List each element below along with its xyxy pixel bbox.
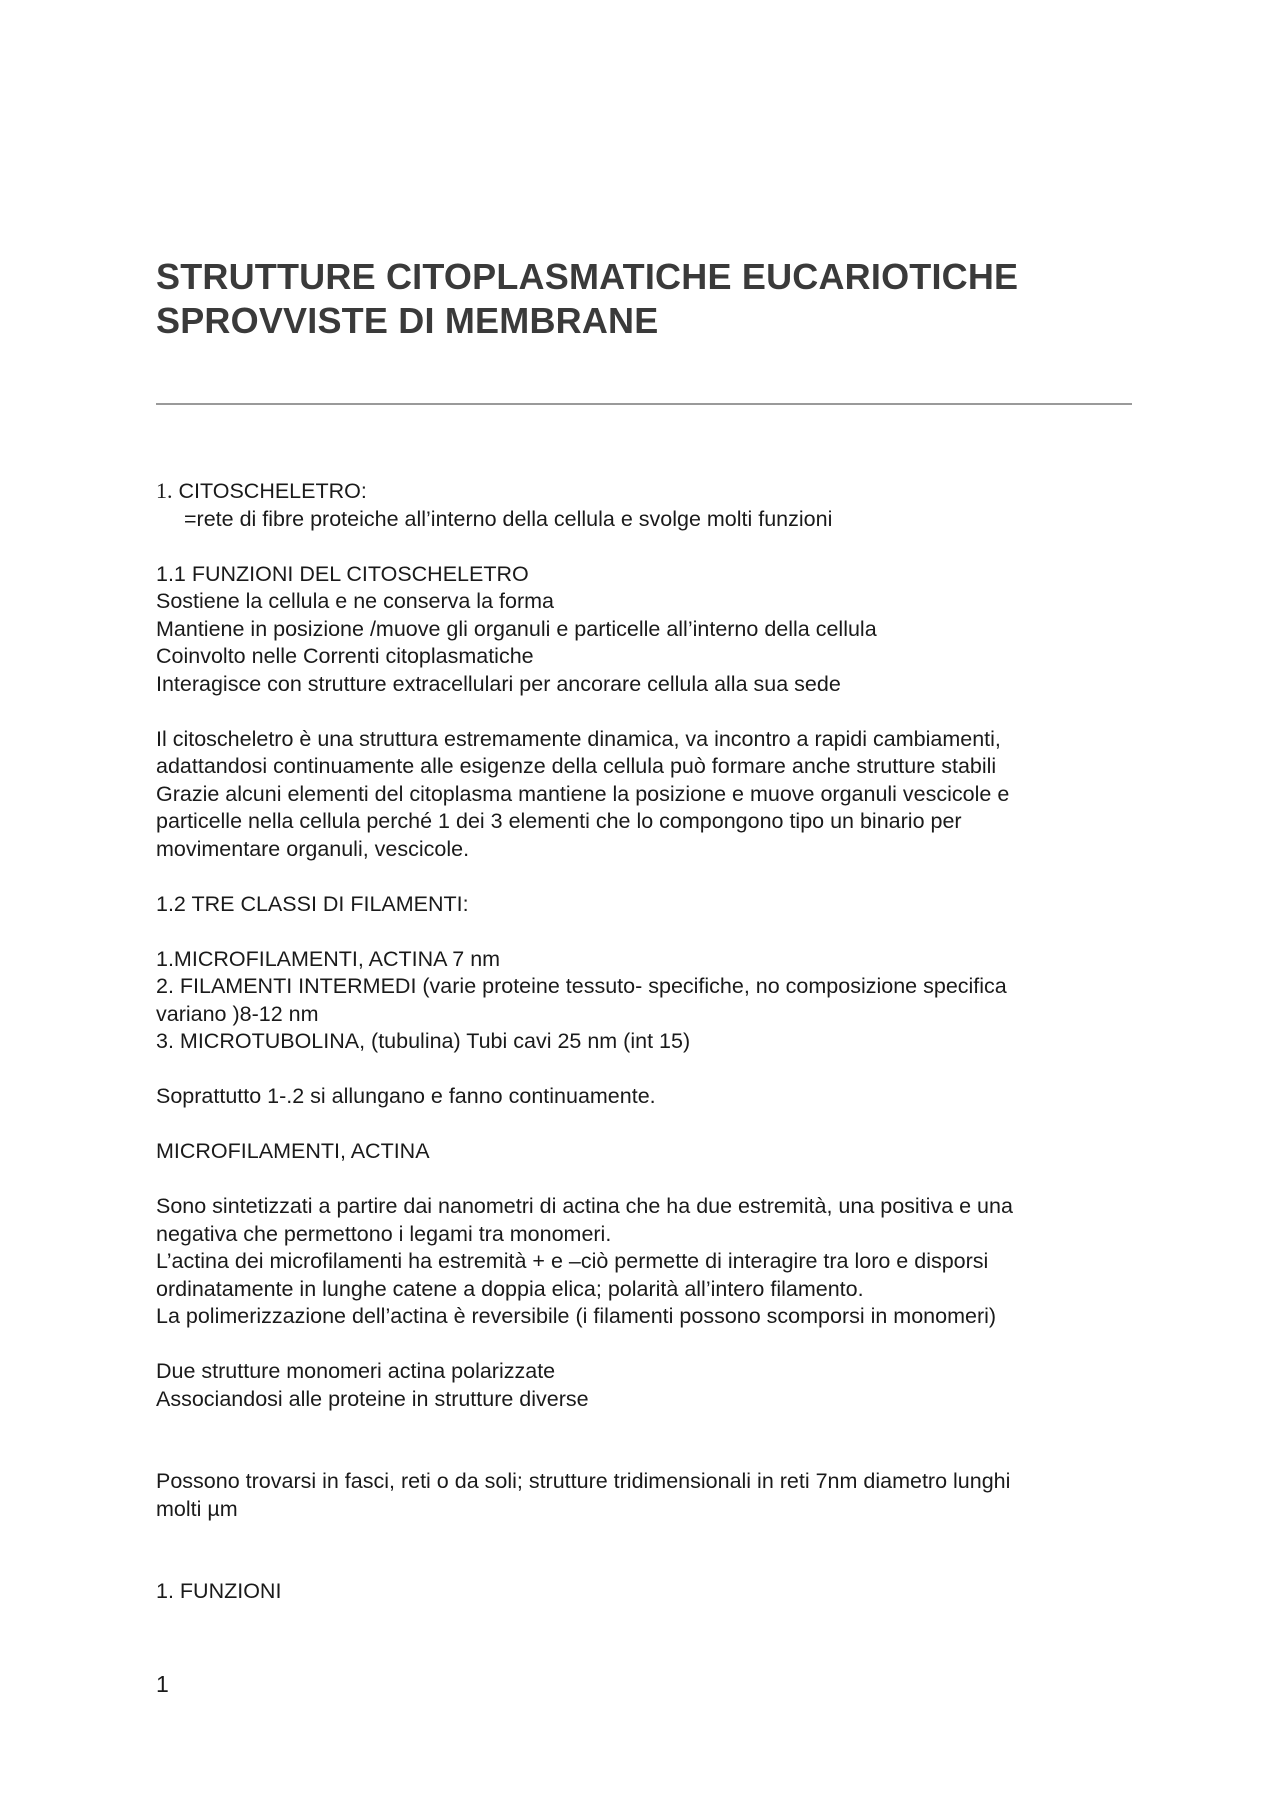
- filament-class-item: 2. FILAMENTI INTERMEDI (varie proteine tessuto- specifiche, no composizione specifica: [156, 974, 1007, 998]
- classes-note: Soprattutto 1-.2 si allungano e fanno continuamente.: [156, 1084, 656, 1108]
- actina-paragraph-line: La polimerizzazione dell’actina è reversibile (i filamenti possono scomporsi in monomeri): [156, 1304, 997, 1328]
- functions-subheading: 1. FUNZIONI: [156, 1579, 282, 1603]
- filament-class-item: 1.MICROFILAMENTI, ACTINA 7 nm: [156, 946, 501, 971]
- title-divider: [156, 403, 1132, 405]
- functions-heading: 1.1 FUNZIONI DEL CITOSCHELETRO: [156, 561, 529, 586]
- actina-arrangement-line: molti µm: [156, 1496, 238, 1521]
- actina-heading: MICROFILAMENTI, ACTINA: [156, 1139, 430, 1163]
- function-item: Sostiene la cellula e ne conserva la forma: [156, 589, 554, 613]
- actina-paragraph-line: L’actina dei microfilamenti ha estremità + e –ciò permette di interagire tra loro e disporsi: [156, 1249, 989, 1273]
- dynamics-paragraph-line: Il citoscheletro è una struttura estremamente dinamica, va incontro a rapidi cambiamenti,: [156, 726, 1001, 751]
- function-item: Mantiene in posizione /muove gli organuli e particelle all’interno della cellula: [156, 616, 877, 641]
- dynamics-paragraph-line: Grazie alcuni elementi del citoplasma mantiene la posizione e muove organuli vescicole e: [156, 781, 1010, 806]
- section-heading-citoscheletro: 1. CITOSCHELETRO:: [156, 478, 367, 503]
- document-body: [156, 477, 1136, 1606]
- actina-arrangement-line: Possono trovarsi in fasci, reti o da soli; strutture tridimensionali in reti 7nm diametro lunghi: [156, 1469, 1011, 1493]
- dynamics-paragraph-line: particelle nella cellula perché 1 dei 3 elementi che lo compongono tipo un binario per: [156, 809, 962, 833]
- title-line-2: SPROVVISTE DI MEMBRANE: [156, 300, 659, 341]
- actina-paragraph-line: Sono sintetizzati a partire dai nanometri di actina che ha due estremità, una positiva e una: [156, 1194, 1013, 1218]
- function-item: Interagisce con strutture extracellulari per ancorare cellula alla sua sede: [156, 671, 841, 696]
- dynamics-paragraph-line: movimentare organuli, vescicole.: [156, 836, 470, 861]
- actina-paragraph-line: negativa che permettono i legami tra monomeri.: [156, 1221, 612, 1246]
- dynamics-paragraph-line: adattandosi continuamente alle esigenze della cellula può formare anche strutture stabili: [156, 754, 997, 778]
- classes-heading: 1.2 TRE CLASSI DI FILAMENTI:: [156, 891, 469, 916]
- actina-paragraph-line: ordinatamente in lunghe catene a doppia elica; polarità all’intero filamento.: [156, 1276, 864, 1301]
- page-number: 1: [156, 1671, 169, 1697]
- filament-class-item: 3. MICROTUBOLINA, (tubulina) Tubi cavi 25 nm (int 15): [156, 1029, 691, 1053]
- title-line-1: STRUTTURE CITOPLASMATICHE EUCARIOTICHE: [156, 256, 1019, 297]
- actina-structure-line: Associandosi alle proteine in strutture diverse: [156, 1386, 589, 1411]
- document-title: [156, 255, 1156, 343]
- actina-structure-line: Due strutture monomeri actina polarizzate: [156, 1359, 556, 1383]
- citoscheletro-definition: =rete di fibre proteiche all’interno della cellula e svolge molti funzioni: [184, 506, 833, 531]
- function-item: Coinvolto nelle Correnti citoplasmatiche: [156, 644, 534, 668]
- filament-class-item: variano )8-12 nm: [156, 1001, 319, 1026]
